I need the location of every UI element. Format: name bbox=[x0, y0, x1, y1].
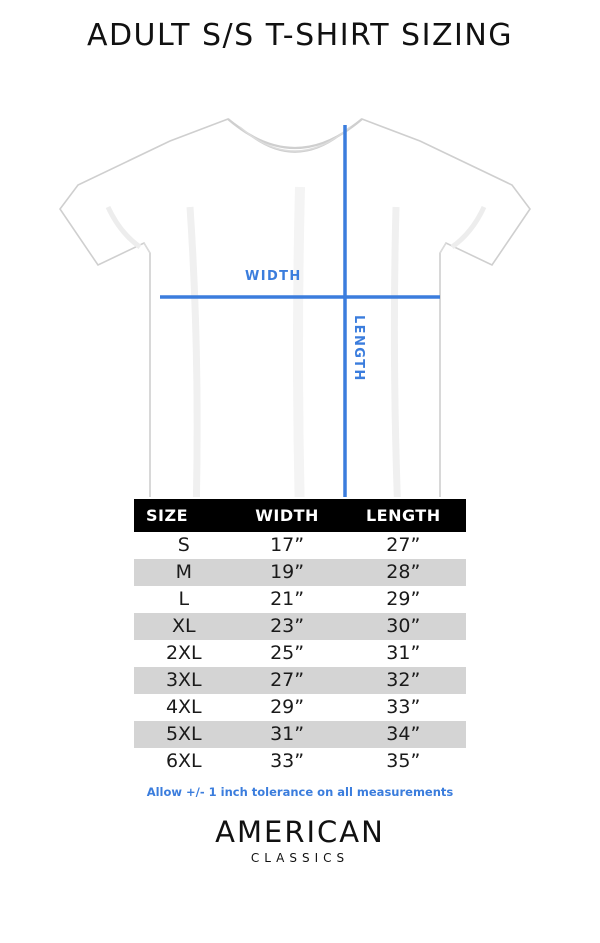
cell-width: 29” bbox=[234, 694, 341, 721]
size-table bbox=[134, 499, 466, 775]
cell-size: 6XL bbox=[134, 748, 234, 775]
cell-size: 5XL bbox=[134, 721, 234, 748]
table-row bbox=[134, 748, 466, 775]
cell-size: 3XL bbox=[134, 667, 234, 694]
table-body bbox=[134, 532, 466, 775]
cell-length: 30” bbox=[341, 613, 466, 640]
brand-name: AMERICAN bbox=[215, 815, 385, 849]
cell-width: 25” bbox=[234, 640, 341, 667]
table-row bbox=[134, 532, 466, 559]
cell-width: 21” bbox=[234, 586, 341, 613]
tolerance-note: Allow +/- 1 inch tolerance on all measurements bbox=[146, 785, 454, 799]
tshirt-illustration bbox=[0, 57, 600, 497]
cell-length: 29” bbox=[341, 586, 466, 613]
table-row bbox=[134, 667, 466, 694]
header-size: SIZE bbox=[134, 499, 234, 532]
brand-tagline: CLASSICS bbox=[250, 851, 350, 865]
cell-size: L bbox=[134, 586, 234, 613]
cell-size: XL bbox=[134, 613, 234, 640]
table-header-row bbox=[134, 499, 466, 532]
cell-length: 32” bbox=[341, 667, 466, 694]
cell-length: 33” bbox=[341, 694, 466, 721]
cell-size: M bbox=[134, 559, 234, 586]
brand-logo bbox=[215, 815, 385, 865]
cell-width: 31” bbox=[234, 721, 341, 748]
cell-width: 33” bbox=[234, 748, 341, 775]
cell-size: 2XL bbox=[134, 640, 234, 667]
cell-width: 27” bbox=[234, 667, 341, 694]
cell-length: 31” bbox=[341, 640, 466, 667]
header-width: WIDTH bbox=[234, 499, 341, 532]
table-row bbox=[134, 559, 466, 586]
cell-size: S bbox=[134, 532, 234, 559]
cell-length: 28” bbox=[341, 559, 466, 586]
cell-length: 27” bbox=[341, 532, 466, 559]
table-row bbox=[134, 721, 466, 748]
table-row bbox=[134, 694, 466, 721]
table-row bbox=[134, 613, 466, 640]
cell-width: 23” bbox=[234, 613, 341, 640]
page-title: ADULT S/S T-SHIRT SIZING bbox=[86, 18, 514, 53]
table-row bbox=[134, 640, 466, 667]
cell-length: 34” bbox=[341, 721, 466, 748]
size-table-container bbox=[134, 499, 466, 775]
table-row bbox=[134, 586, 466, 613]
width-label: WIDTH bbox=[245, 269, 302, 284]
cell-size: 4XL bbox=[134, 694, 234, 721]
cell-width: 17” bbox=[234, 532, 341, 559]
cell-length: 35” bbox=[341, 748, 466, 775]
length-label: LENGTH bbox=[351, 315, 366, 382]
header-length: LENGTH bbox=[341, 499, 466, 532]
cell-width: 19” bbox=[234, 559, 341, 586]
